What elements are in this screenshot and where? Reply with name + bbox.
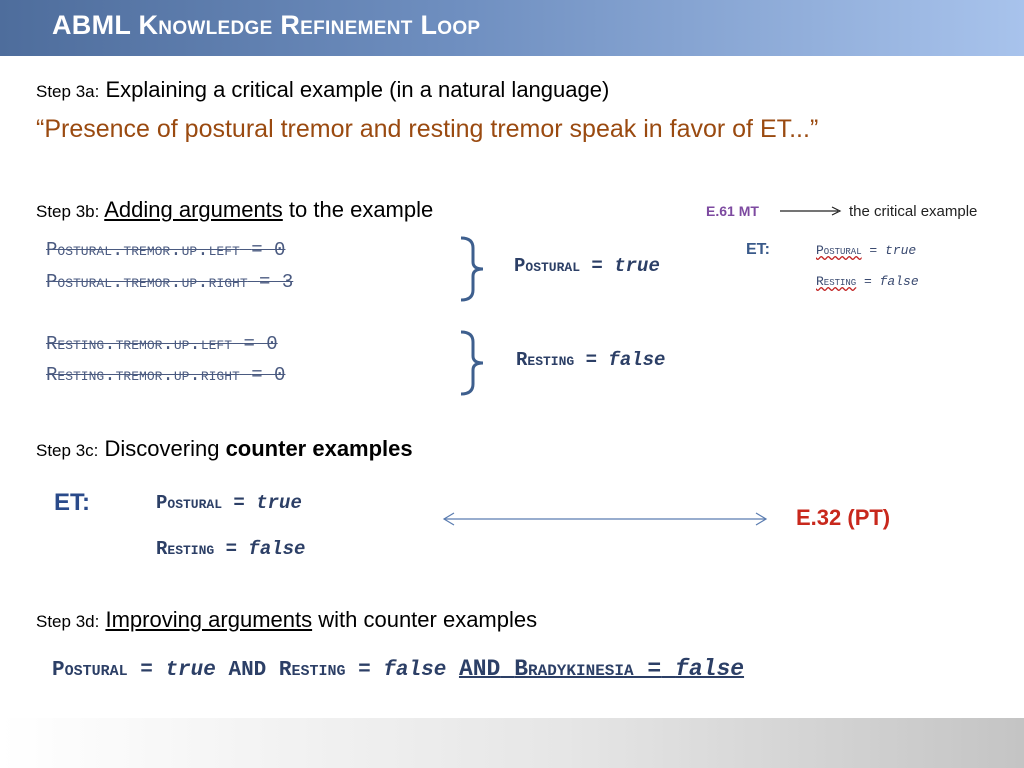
attribute-name: Resting.tremor.up.left <box>46 333 233 355</box>
attribute-value: = 3 <box>259 271 294 293</box>
and-keyword: AND <box>228 659 267 682</box>
final-attr-value: false <box>675 656 745 682</box>
inset-row-postural <box>816 243 916 258</box>
footer-band <box>0 718 1024 768</box>
attribute-postural-left <box>46 239 285 261</box>
inset-eq: = <box>856 274 880 289</box>
attribute-resting-right <box>46 364 285 386</box>
final-attr-name: Resting = <box>278 659 371 682</box>
step-3a-text: Explaining a critical example (in a natural language) <box>105 77 610 102</box>
slide-title: ABML Knowledge Refinement Loop <box>52 10 481 40</box>
step-3c-bold: counter examples <box>225 436 413 461</box>
final-attr-name: Bradykinesia = <box>514 656 662 682</box>
attribute-name: Resting.tremor.up.right <box>46 364 240 386</box>
critical-example-id: E.61 MT <box>706 203 759 219</box>
final-attr-value: true <box>165 659 216 682</box>
conclusion-resting <box>516 349 665 371</box>
inset-attr-name: Resting <box>816 274 857 289</box>
attribute-resting-left <box>46 333 278 355</box>
attribute-value: = 0 <box>251 239 286 261</box>
title-bar <box>0 0 1024 56</box>
expert-quote: “Presence of postural tremor and resting tremor speak in favor of ET...” <box>36 115 819 143</box>
inset-row-resting <box>816 274 919 289</box>
step-3b-rest: to the example <box>288 197 434 222</box>
conclusion-value: false <box>608 349 666 371</box>
inset-attr-value: false <box>879 274 919 289</box>
step-3a <box>36 77 609 103</box>
critical-example-desc: the critical example <box>849 203 978 220</box>
inset-attr-value: true <box>885 243 917 258</box>
adding-arguments-link[interactable]: Adding arguments <box>104 197 283 222</box>
counter-example-ref: E.32 (PT) <box>796 505 891 530</box>
and-keyword: AND <box>458 656 501 682</box>
brace-postural-icon <box>455 234 495 304</box>
counter-row-postural <box>156 492 302 514</box>
improving-arguments-link[interactable]: Improving arguments <box>105 607 313 632</box>
counter-attr-value: true <box>256 492 302 514</box>
step-3a-prefix: Step 3a: <box>36 82 100 101</box>
counter-attr-value: false <box>248 538 306 560</box>
conclusion-name: Postural = <box>514 255 603 277</box>
step-3c-text: Discovering <box>104 436 220 461</box>
brace-resting-icon <box>455 328 495 398</box>
attribute-name: Postural.tremor.up.left <box>46 239 240 261</box>
step-3c <box>36 436 413 462</box>
conclusion-value: true <box>614 255 660 277</box>
step-3b <box>36 197 433 223</box>
arrow-right-icon <box>778 203 844 219</box>
counter-attr-name: Postural = <box>156 492 245 514</box>
counter-attr-name: Resting = <box>156 538 238 560</box>
double-arrow-icon <box>440 509 770 529</box>
attribute-value: = 0 <box>243 333 278 355</box>
final-attr-name: Postural = <box>52 659 153 682</box>
attribute-postural-right <box>46 271 293 293</box>
et-label: ET: <box>54 489 90 516</box>
counter-row-resting <box>156 538 305 560</box>
attribute-name: Postural.tremor.up.right <box>46 271 248 293</box>
conclusion-name: Resting = <box>516 349 598 371</box>
added-condition <box>459 656 744 682</box>
step-3c-prefix: Step 3c: <box>36 441 99 460</box>
improved-argument <box>52 656 744 682</box>
step-3b-prefix: Step 3b: <box>36 202 100 221</box>
inset-et-label: ET: <box>746 241 770 258</box>
step-3d-rest: with counter examples <box>318 607 538 632</box>
inset-attr-name: Postural <box>816 243 862 258</box>
step-3d-prefix: Step 3d: <box>36 612 100 631</box>
final-attr-value: false <box>383 659 447 682</box>
inset-eq: = <box>861 243 886 258</box>
step-3d <box>36 607 537 633</box>
conclusion-postural <box>514 255 660 277</box>
attribute-value: = 0 <box>251 364 286 386</box>
